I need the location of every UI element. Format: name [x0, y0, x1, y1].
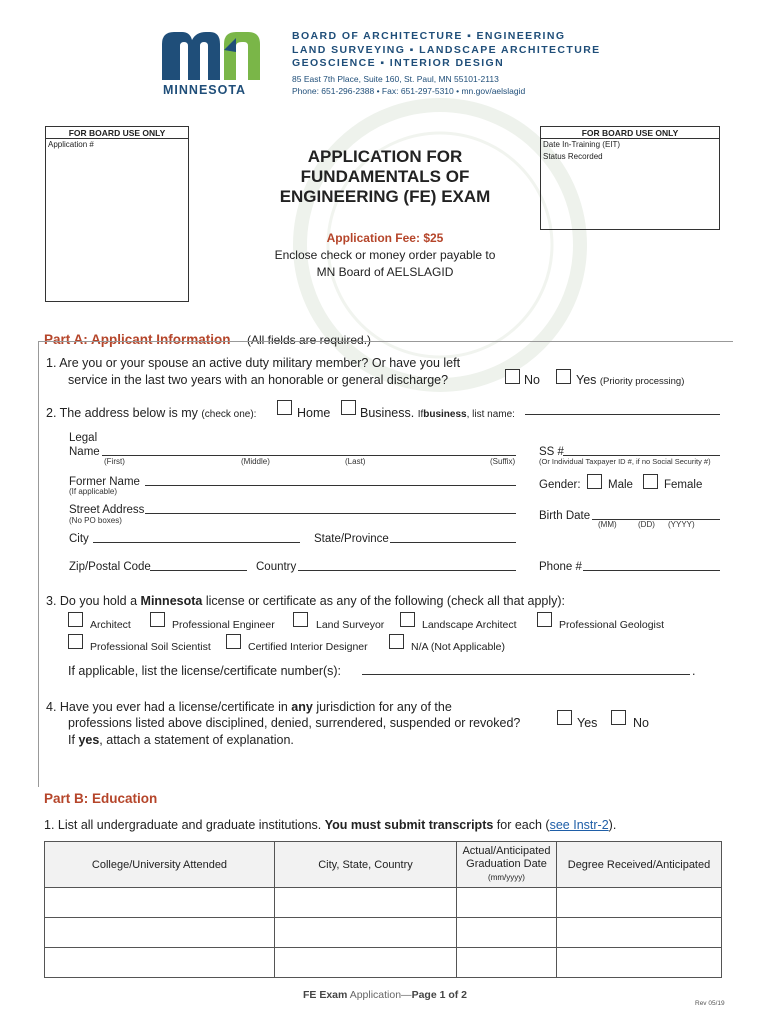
- ss-label: SS #: [539, 446, 564, 458]
- logo-wordmark: MINNESOTA: [163, 83, 247, 97]
- location-cell[interactable]: [275, 888, 457, 918]
- table-row: [45, 888, 722, 918]
- q1-line-2: service in the last two years with an honorable or general discharge?: [68, 373, 449, 387]
- location-cell[interactable]: [275, 948, 457, 978]
- q1-line-1: 1. Are you or your spouse an active duty military member? Or have you left: [46, 356, 461, 370]
- table-row: [45, 948, 722, 978]
- birth-date-label: Birth Date: [539, 510, 591, 522]
- gender-male-label: Male: [608, 479, 633, 491]
- q2-prefix: 2. The address below is my: [46, 406, 198, 420]
- gender-female-label: Female: [664, 479, 703, 491]
- birth-dd-hint: (DD): [638, 520, 655, 529]
- pss-label: Professional Soil Scientist: [90, 641, 211, 653]
- application-number-field[interactable]: Application #: [48, 140, 94, 149]
- col-graduation-line-2: Graduation Date: [466, 858, 547, 870]
- q4-prefix: 4. Have you ever had a license/certificate in: [46, 700, 288, 714]
- former-name-hint: (If applicable): [69, 487, 118, 496]
- zip-field[interactable]: [150, 570, 247, 571]
- gender-female-checkbox[interactable]: [643, 474, 658, 489]
- graduation-cell[interactable]: [457, 948, 557, 978]
- q3-suffix: license or certificate as any of the following (check all that apply):: [205, 594, 566, 608]
- q2-business-checkbox[interactable]: [341, 400, 356, 415]
- ss-note: (Or Individual Taxpayer ID #, if no Social Security #): [539, 457, 711, 466]
- la-checkbox[interactable]: [400, 612, 415, 627]
- part-b-q1: [44, 818, 616, 832]
- q4-yes-label: Yes: [577, 716, 598, 730]
- zip-label: Zip/Postal Code: [69, 561, 151, 573]
- date-in-training-field[interactable]: Date In-Training (EIT): [543, 140, 621, 149]
- minnesota-logo: [160, 30, 270, 82]
- page-footer: [0, 989, 770, 1001]
- q2-home-checkbox[interactable]: [277, 400, 292, 415]
- license-number-field[interactable]: [362, 674, 690, 675]
- middle-hint: (Middle): [241, 457, 270, 466]
- former-name-label: Former Name: [69, 476, 140, 488]
- q1-yes-checkbox[interactable]: [556, 369, 571, 384]
- col-graduation: [457, 842, 557, 888]
- q4-if: If: [68, 733, 75, 747]
- q2-label: [46, 406, 256, 420]
- cid-checkbox[interactable]: [226, 634, 241, 649]
- q4-suffix: jurisdiction for any of the: [316, 700, 452, 714]
- la-label: Landscape Architect: [422, 619, 517, 631]
- city-field[interactable]: [93, 542, 300, 543]
- college-cell[interactable]: [45, 888, 275, 918]
- q1-no-checkbox[interactable]: [505, 369, 520, 384]
- board-use-left-box: [45, 126, 189, 302]
- q2-home-label: Home: [297, 406, 331, 420]
- fee-line-1: Enclose check or money order payable to: [274, 248, 496, 262]
- title-line-1: APPLICATION FOR: [307, 147, 463, 166]
- phone-field[interactable]: [583, 570, 720, 571]
- ss-field[interactable]: [563, 455, 720, 456]
- q1-yes-note: (Priority processing): [599, 376, 685, 387]
- phone-label: Phone #: [539, 561, 582, 573]
- revision-date: Rev 05/19: [695, 1000, 725, 1007]
- na-label: N/A (Not Applicable): [411, 641, 505, 653]
- ls-checkbox[interactable]: [293, 612, 308, 627]
- status-recorded-field[interactable]: Status Recorded: [543, 152, 603, 161]
- first-hint: (First): [104, 457, 125, 466]
- q2-list-name: , list name:: [466, 409, 515, 420]
- state-field[interactable]: [390, 542, 516, 543]
- business-name-field[interactable]: [525, 414, 720, 415]
- q3-license-period: .: [692, 664, 696, 678]
- degree-cell[interactable]: [557, 948, 722, 978]
- board-use-right-box: [540, 126, 720, 230]
- pe-checkbox[interactable]: [150, 612, 165, 627]
- q4-bold: any: [291, 700, 313, 714]
- q4-no-checkbox[interactable]: [611, 710, 626, 725]
- graduation-cell[interactable]: [457, 888, 557, 918]
- q4-line-3-text: , attach a statement of explanation.: [99, 733, 294, 747]
- q3-prefix: 3. Do you hold a: [46, 594, 138, 608]
- street-label: Street Address: [69, 504, 145, 516]
- legal-label: Legal: [69, 432, 98, 444]
- country-label: Country: [256, 561, 297, 573]
- board-name: [292, 30, 601, 71]
- birth-mm-hint: (MM): [598, 520, 617, 529]
- footer-app: Application—: [349, 989, 412, 1001]
- q2-business-text: Business.: [360, 406, 415, 420]
- pe-label: Professional Engineer: [172, 619, 275, 631]
- part-a-note: (All fields are required.): [246, 333, 372, 347]
- pg-checkbox[interactable]: [537, 612, 552, 627]
- architect-label: Architect: [90, 619, 131, 631]
- q1-no-label: No: [524, 373, 540, 387]
- table-row: [45, 918, 722, 948]
- education-header-row: [45, 842, 722, 888]
- location-cell[interactable]: [275, 918, 457, 948]
- former-name-field[interactable]: [145, 485, 516, 486]
- gender-male-checkbox[interactable]: [587, 474, 602, 489]
- title-line-2: FUNDAMENTALS OF: [300, 167, 470, 186]
- q4-yes-checkbox[interactable]: [557, 710, 572, 725]
- q3-label: [46, 594, 565, 608]
- board-line-2: LAND SURVEYING ▪ LANDSCAPE ARCHITECTURE: [292, 43, 601, 56]
- name-label: Name: [69, 446, 100, 458]
- city-label: City: [69, 533, 89, 545]
- board-use-right-heading: FOR BOARD USE ONLY: [541, 127, 719, 139]
- footer-doc: FE Exam: [302, 989, 348, 1001]
- instr-2-link[interactable]: see Instr-2: [549, 818, 609, 832]
- footer-page: Page 1 of 2: [411, 989, 468, 1001]
- q2-business-label: [360, 406, 515, 420]
- state-label: State/Province: [314, 533, 389, 545]
- pg-label: Professional Geologist: [559, 619, 665, 631]
- part-b-q1-mid: for each (: [496, 818, 550, 832]
- q4-line-3: [68, 733, 294, 747]
- part-a-title: Part A: Applicant Information: [44, 332, 231, 347]
- q1-yes-label: [576, 373, 684, 387]
- pss-checkbox[interactable]: [68, 634, 83, 649]
- part-b-q1-end: ).: [608, 818, 617, 832]
- page-title: [250, 147, 520, 207]
- part-b-title: Part B: Education: [44, 791, 158, 806]
- board-line-1: BOARD OF ARCHITECTURE ▪ ENGINEERING: [292, 30, 566, 42]
- degree-cell[interactable]: [557, 918, 722, 948]
- street-hint: (No PO boxes): [69, 516, 122, 525]
- q2-if: If: [417, 409, 424, 420]
- na-checkbox[interactable]: [389, 634, 404, 649]
- q2-check: (check one):: [201, 409, 257, 420]
- graduation-cell[interactable]: [457, 918, 557, 948]
- fee-line-2: MN Board of AELSLAGID: [316, 265, 454, 279]
- country-field[interactable]: [298, 570, 516, 571]
- cid-label: Certified Interior Designer: [248, 641, 368, 653]
- q3-license-label: If applicable, list the license/certificate number(s):: [68, 664, 342, 678]
- col-college: College/University Attended: [45, 842, 275, 888]
- fee-block: [240, 230, 530, 281]
- board-contact: Phone: 651-296-2388 • Fax: 651-297-5310 • mn.gov/aelslagid: [292, 86, 526, 96]
- q1-yes-text: Yes: [576, 373, 597, 387]
- board-use-left-heading: FOR BOARD USE ONLY: [46, 127, 188, 139]
- title-line-3: ENGINEERING (FE) EXAM: [279, 187, 491, 206]
- college-cell[interactable]: [45, 918, 275, 948]
- q4-line-1: [46, 700, 452, 714]
- q3-bold: Minnesota: [140, 594, 203, 608]
- college-cell[interactable]: [45, 948, 275, 978]
- fee-amount: Application Fee: $25: [326, 231, 444, 245]
- degree-cell[interactable]: [557, 888, 722, 918]
- part-b-q1-prefix: 1. List all undergraduate and graduate institutions.: [44, 818, 322, 832]
- gender-label: Gender:: [539, 479, 581, 491]
- q4-line-2: professions listed above disciplined, denied, surrendered, suspended or revoked?: [68, 716, 521, 730]
- last-hint: (Last): [345, 457, 366, 466]
- col-graduation-line-3: (mm/yyyy): [488, 873, 525, 882]
- col-graduation-line-1: Actual/Anticipated: [462, 845, 551, 857]
- architect-checkbox[interactable]: [68, 612, 83, 627]
- suffix-hint: (Suffix): [490, 457, 516, 466]
- q2-business-bold: business: [423, 409, 467, 420]
- ls-label: Land Surveyor: [316, 619, 385, 631]
- legal-name-field[interactable]: [102, 455, 516, 456]
- q4-no-label: No: [633, 716, 649, 730]
- street-field[interactable]: [145, 513, 516, 514]
- col-location: City, State, Country: [275, 842, 457, 888]
- education-table: [44, 841, 722, 978]
- q4-yes-bold: yes: [78, 733, 100, 747]
- birth-yyyy-hint: (YYYY): [668, 520, 695, 529]
- board-address: 85 East 7th Place, Suite 160, St. Paul, MN 55101-2113: [292, 74, 499, 84]
- board-line-3: GEOSCIENCE ▪ INTERIOR DESIGN: [292, 57, 505, 69]
- col-degree: Degree Received/Anticipated: [557, 842, 722, 888]
- part-b-q1-bold: You must submit transcripts: [324, 818, 494, 832]
